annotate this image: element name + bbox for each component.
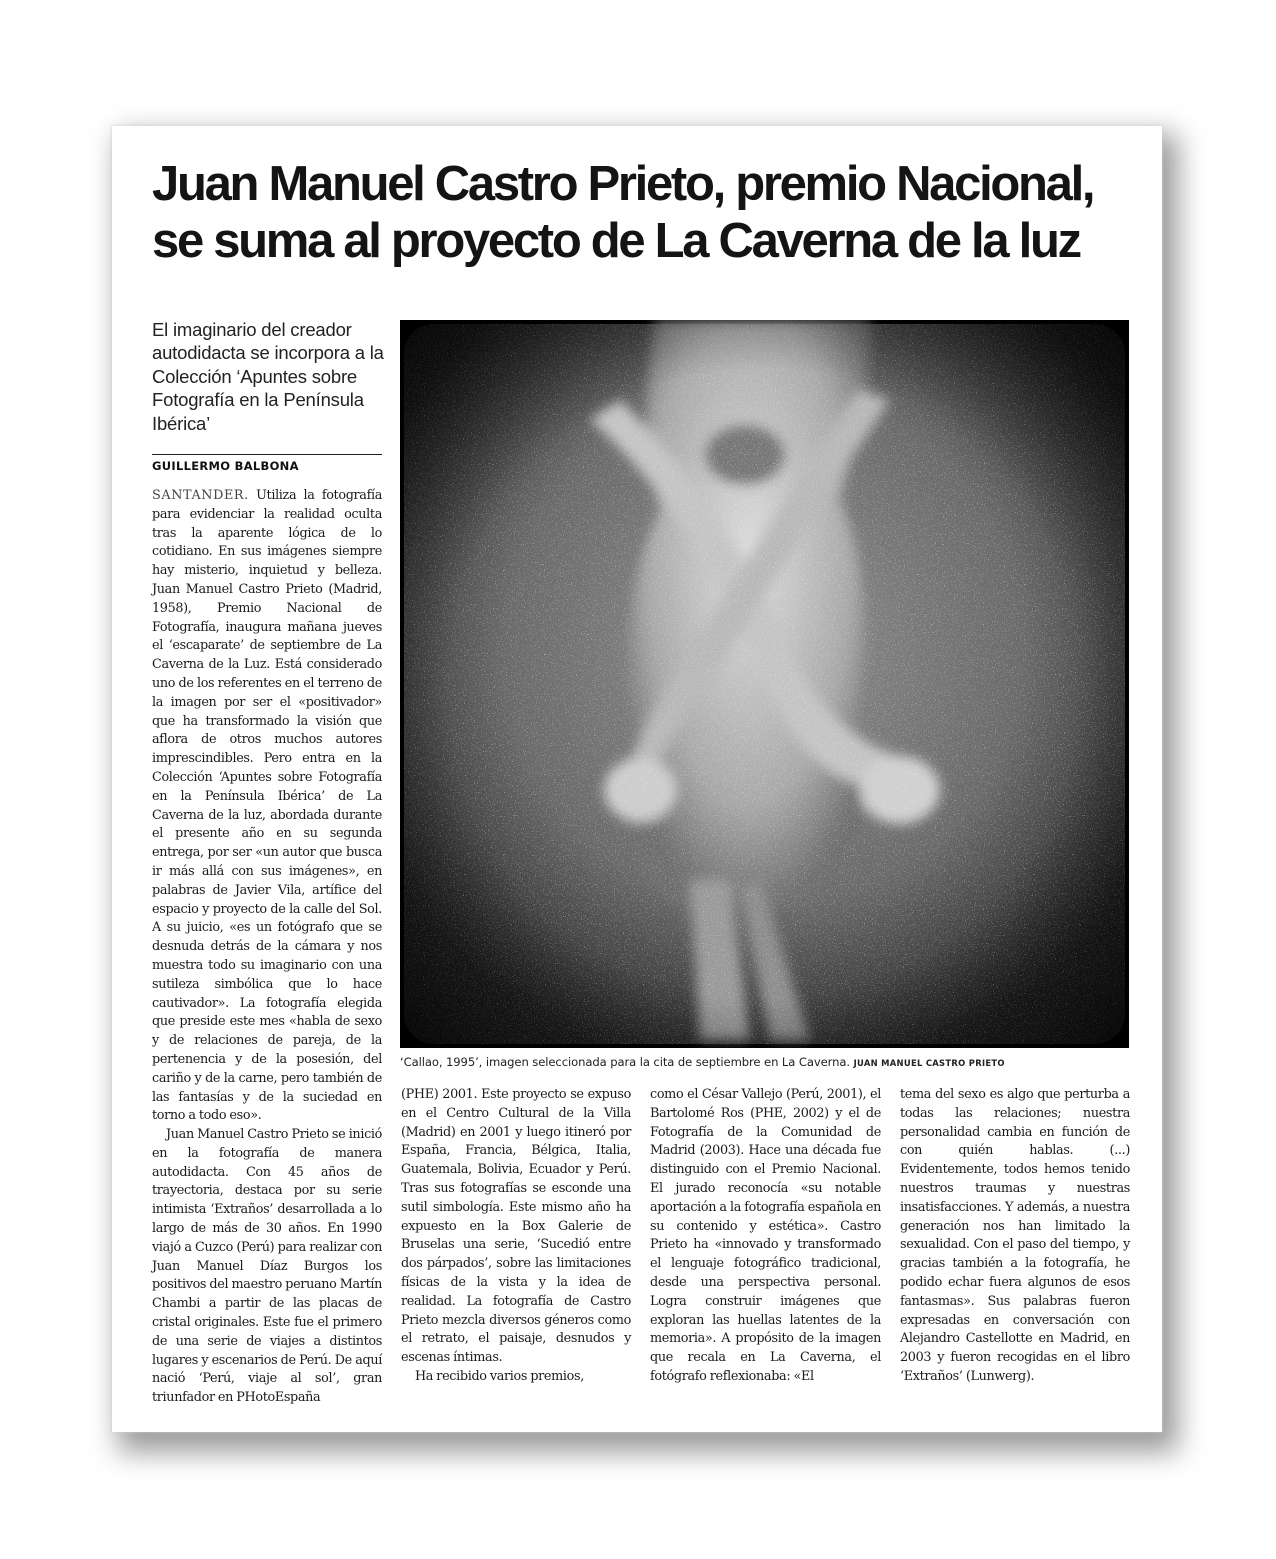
text-column-3 — [650, 1086, 881, 1387]
text-column-4 — [900, 1086, 1130, 1387]
paragraph-1 — [152, 487, 382, 1126]
newspaper-page — [112, 126, 1162, 1432]
paragraph-1-text: Utiliza la fotografía para evidenciar la realidad oculta tras la aparente lógica de lo cotidiano. En sus imágenes siempre hay misterio, inquietud y belleza. Juan Manuel Castro Prieto (Madrid, 1958), Premio Nacional de Fotografía, inaugura mañana jueves el ‘escaparate’ de septiembre de La Caverna de la Luz. Está considerado uno de los referentes en el terreno de la imagen por ser el «positivador» que ha transformado la visión que aflora de otros muchos autores imprescindibles. Pero entra en la Colección ‘Apuntes sobre Fotografía en la Península Ibérica’ de La Caverna de la luz, abordada durante el presente año en su segunda entrega, por ser «un autor que busca ir más allá con sus imágenes», en palabras de Javier Vila, artífice del espacio y proyecto de la calle del Sol. A su juicio, «es un fotógrafo que se desnuda detrás de la cámara y nos muestra todo su imaginario con una sutileza simbólica que lo hace cautivador». La fotografía elegida que preside este mes «habla de sexo y de relaciones de pareja, de la pertenencia y de la posesión, del cariño y de la carne, pero también de las fantasías y de la suciedad en torno a todo eso». — [152, 488, 382, 1124]
paragraph-4: Ha recibido varios premios, — [415, 1368, 584, 1384]
byline: GUILLERMO BALBONA — [152, 459, 299, 473]
text-column-1 — [152, 487, 382, 1408]
photo-caption — [400, 1055, 1140, 1069]
headline-line-2: se suma al proyecto de La Caverna de la luz — [152, 214, 1080, 268]
text-column-2 — [401, 1086, 631, 1387]
caption-text: ‘Callao, 1995’, imagen seleccionada para la cita de septiembre en La Caverna. — [400, 1055, 850, 1069]
photo-credit: JUAN MANUEL CASTRO PRIETO — [853, 1058, 1005, 1068]
paragraph-3: (PHE) 2001. Este proyecto se expuso en el Centro Cultural de la Villa (Madrid) en 2001 y luego itineró por España, Francia, Bélgica, Italia, Guatemala, Bolivia, Ecuador y Perú. Tras sus fotografías se esconde una sutil simbología. Este mismo año ha expuesto en la Box Galerie de Bruselas una serie, ‘Sucedió entre dos párpados’, sobre las limitaciones físicas de la vista y la idea de realidad. La fotografía de Castro Prieto mezcla diversos géneros como el retrato, el paisaje, desnudos y escenas íntimas. — [401, 1087, 631, 1366]
dateline: SANTANDER. — [152, 488, 249, 503]
article-photo — [400, 320, 1129, 1048]
paragraph-2: Juan Manuel Castro Prieto se inició en la fotografía de manera autodidacta. Con 45 años de trayectoria, destaca por su serie intimista ‘Extraños’ desarrollada a lo largo de más de 30 años. En 1990 viajó a Cuzco (Perú) para realizar con Juan Manuel Díaz Burgos los positivos del maestro peruano Martín Chambi a partir de las placas de cristal originales. Este fue el primero de una serie de viajes a distintos lugares y escenarios de Perú. De aquí nació ‘Perú, viaje al sol’, gran triunfador en PHotoEspaña — [152, 1127, 382, 1406]
byline-rule — [152, 454, 382, 455]
paragraph-6: tema del sexo es algo que perturba a todas las relaciones; nuestra personalidad cambia en función de con quién hablas. (...) Evidentemente, todos hemos tenido nuestros traumas y nuestras insatisfacciones. Y además, a nuestra generación nos han limitado la sexualidad. Con el paso del tiempo, y gracias también a la fotografía, he podido echar fuera algunos de esos fantasmas». Sus palabras fueron expresadas en conversación con Alejandro Castellotte en Madrid, en 2003 y fueron recogidas en el libro ‘Extraños’ (Lunwerg). — [900, 1087, 1130, 1384]
headline-line-1: Juan Manuel Castro Prieto, premio Nacional, — [152, 157, 1094, 211]
paragraph-5: como el César Vallejo (Perú, 2001), el Bartolomé Ros (PHE, 2002) y el de Fotografía de la Comunidad de Madrid (2003). Hace una década fue distinguido con el Premio Nacional. El jurado reconocía «su notable aportación a la fotografía española en su contenido y estética». Castro Prieto ha «innovado y transformado el lenguaje fotográfico tradicional, desde una perspectiva personal. Logra construir imágenes que exploran las huellas latentes de la memoria». A propósito de la imagen que recala en La Caverna, el fotógrafo reflexionaba: «El — [650, 1087, 881, 1384]
subheadline: El imaginario del creador autodidacta se incorpora a la Colección ‘Apuntes sobre Fotografía en la Península Ibérica’ — [152, 319, 384, 434]
photo-illustration — [400, 320, 1129, 1048]
headline — [152, 156, 1142, 270]
